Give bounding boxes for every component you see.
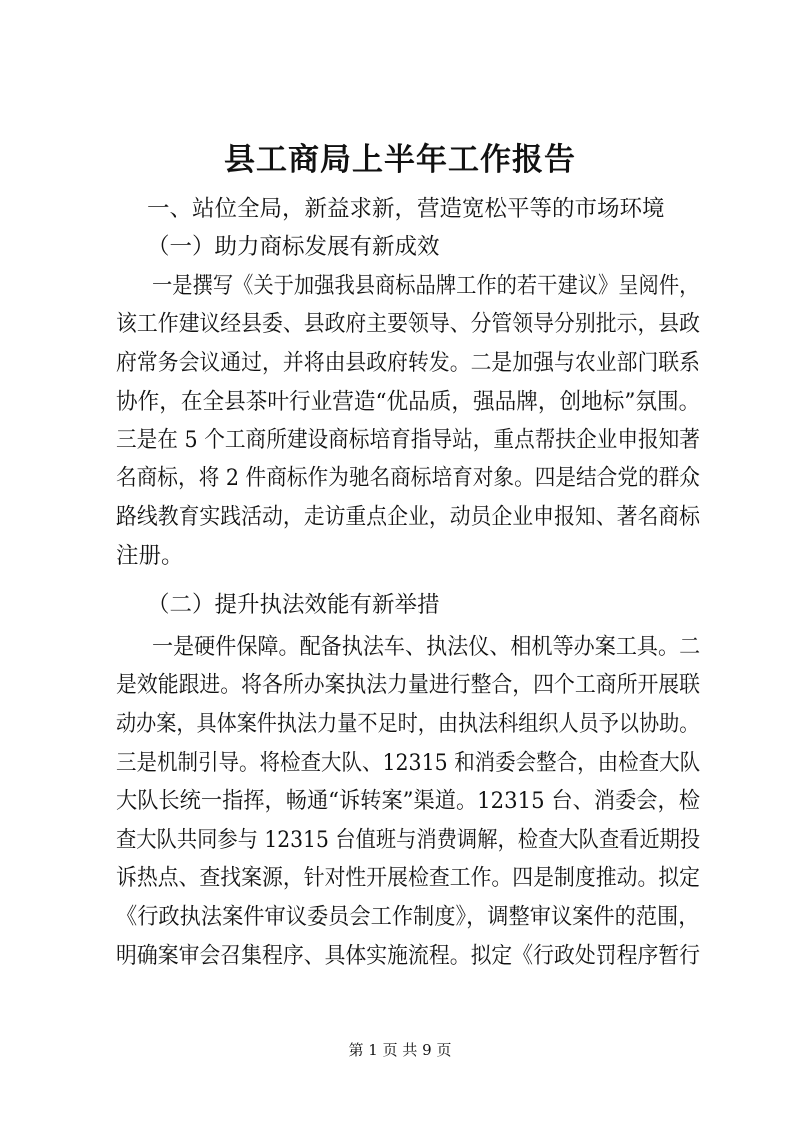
paragraph-line: 明确案审会召集程序、具体实施流程。拟定《行政处罚程序暂行 bbox=[116, 943, 701, 969]
paragraph-line: 协作，在全县茶叶行业营造“优品质，强品牌，创地标”氛围。 bbox=[116, 389, 701, 415]
paragraph-line: 是效能跟进。将各所办案执法力量进行整合，四个工商所开展联 bbox=[116, 672, 701, 698]
paragraph-line: 府常务会议通过，并将由县政府转发。二是加强与农业部门联系 bbox=[116, 350, 701, 376]
paragraph-line: 《行政执法案件审议委员会工作制度》，调整审议案件的范围， bbox=[116, 904, 700, 930]
section-heading: 一、站位全局，新益求新，营造宽松平等的市场环境 bbox=[147, 196, 665, 222]
paragraph-line: 三是机制引导。将检查大队、12315 和消委会整合，由检查大队 bbox=[116, 750, 701, 776]
paragraph-line: 一是撰写《关于加强我县商标品牌工作的若干建议》呈阅件， bbox=[152, 273, 700, 299]
paragraph-line: 一是硬件保障。配备执法车、执法仪、相机等办案工具。二 bbox=[152, 634, 701, 660]
paragraph-line: 三是在 5 个工商所建设商标培育指导站，重点帮扶企业申报知著 bbox=[116, 427, 700, 453]
paragraph-line: 查大队共同参与 12315 台值班与消费调解，检查大队查看近期投 bbox=[116, 827, 701, 853]
paragraph-line: 路线教育实践活动，走访重点企业，动员企业申报知、著名商标 bbox=[116, 504, 701, 530]
subsection-heading: （二）提升执法效能有新举措 bbox=[147, 592, 440, 618]
page-number-footer: 第 1 页 共 9 页 bbox=[348, 1041, 452, 1059]
paragraph-line: 名商标，将 2 件商标作为驰名商标培育对象。四是结合党的群众 bbox=[116, 465, 700, 491]
paragraph-line: 该工作建议经县委、县政府主要领导、分管领导分别批示，县政 bbox=[116, 311, 701, 337]
paragraph-line: 诉热点、查找案源，针对性开展检查工作。四是制度推动。拟定 bbox=[116, 865, 701, 891]
subsection-heading: （一）助力商标发展有新成效 bbox=[147, 234, 440, 260]
paragraph-line: 大队长统一指挥，畅通“诉转案”渠道。12315 台、消委会，检 bbox=[116, 788, 700, 814]
document-title: 县工商局上半年工作报告 bbox=[224, 142, 576, 178]
paragraph-line: 动办案，具体案件执法力量不足时，由执法科组织人员予以协助。 bbox=[116, 711, 700, 737]
paragraph-line: 注册。 bbox=[116, 543, 184, 569]
